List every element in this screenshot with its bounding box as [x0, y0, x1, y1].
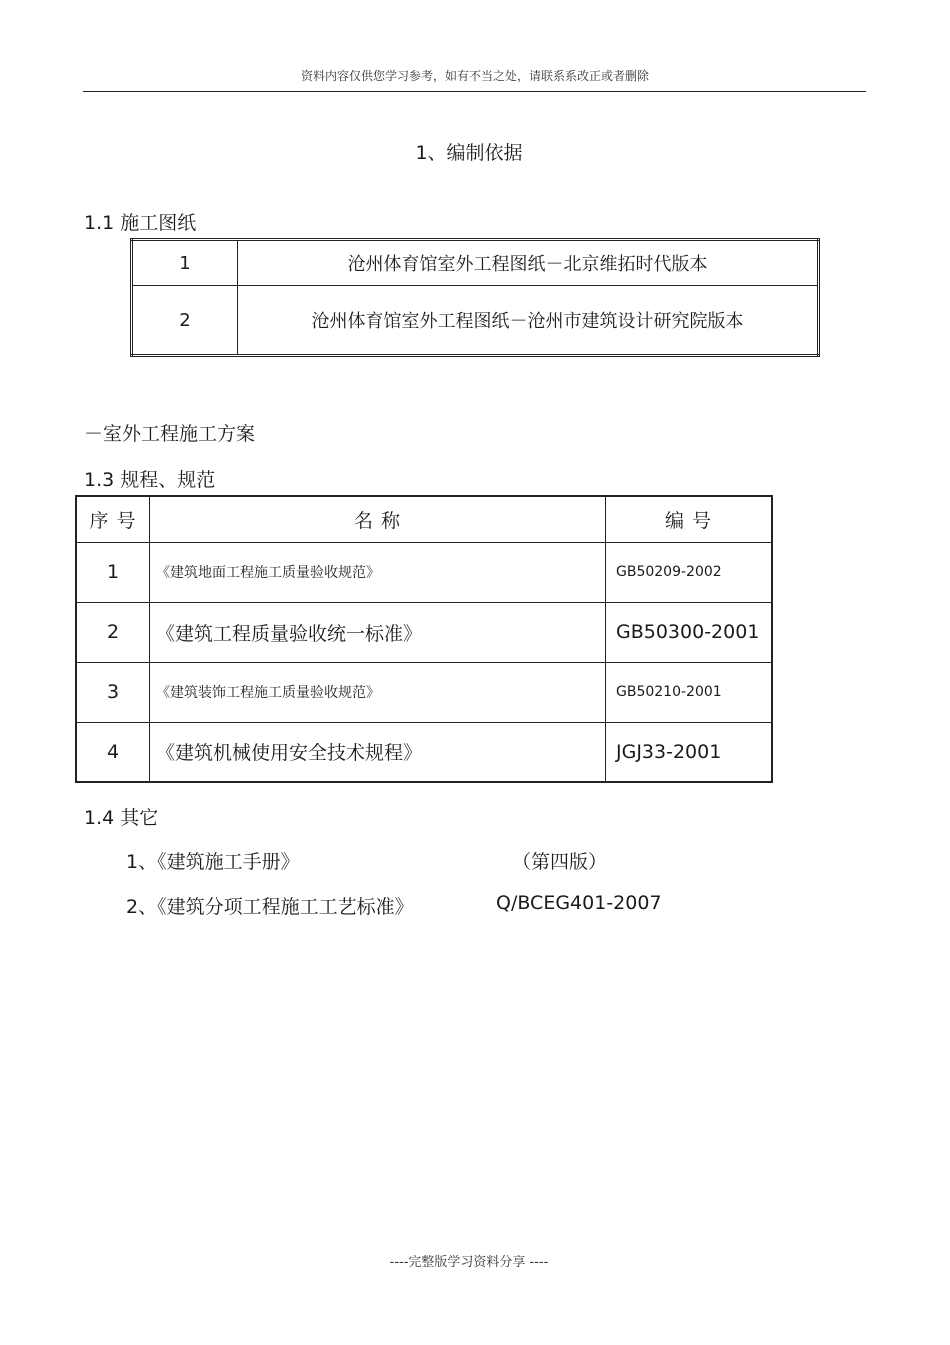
table-header-row — [76, 496, 772, 542]
standard-no: 1 — [76, 542, 150, 602]
footer-note: ----完整版学习资料分享 ---- — [389, 1255, 549, 1270]
table-row — [76, 602, 772, 662]
standard-name: 《建筑装饰工程施工质量验收规范》 — [150, 662, 606, 722]
section-title: 1、编制依据 — [415, 142, 523, 164]
other-item-note: （第四版） — [512, 851, 608, 873]
standard-name: 《建筑机械使用安全技术规程》 — [150, 722, 606, 782]
header-name: 名 称 — [150, 496, 606, 542]
table-row — [76, 542, 772, 602]
header-code: 编 号 — [606, 496, 773, 542]
other-item-name: 1、《建筑施工手册》 — [126, 851, 300, 873]
standard-code: GB50209-2002 — [606, 542, 773, 602]
standard-no: 4 — [76, 722, 150, 782]
standard-code: GB50210-2001 — [606, 662, 773, 722]
section-1-1-heading: 1.1 施工图纸 — [84, 212, 197, 234]
standard-code: GB50300-2001 — [606, 602, 773, 662]
table-row — [132, 240, 819, 286]
plan-line: －室外工程施工方案 — [84, 423, 256, 445]
table-row — [132, 286, 819, 356]
standard-name: 《建筑地面工程施工质量验收规范》 — [150, 542, 606, 602]
other-item-name: 2、《建筑分项工程施工工艺标准》 — [126, 896, 414, 918]
section-1-4-heading: 1.4 其它 — [84, 807, 159, 829]
drawing-name: 沧州体育馆室外工程图纸－沧州市建筑设计研究院版本 — [238, 286, 819, 356]
drawings-table — [130, 238, 820, 357]
standard-code: JGJ33-2001 — [606, 722, 773, 782]
drawing-no: 2 — [132, 286, 238, 356]
header-note: 资料内容仅供您学习参考，如有不当之处，请联系系改正或者删除 — [300, 69, 649, 83]
section-1-3-heading: 1.3 规程、规范 — [84, 469, 216, 491]
header-no: 序 号 — [76, 496, 150, 542]
standard-no: 2 — [76, 602, 150, 662]
table-row — [76, 662, 772, 722]
drawing-name: 沧州体育馆室外工程图纸－北京维拓时代版本 — [238, 240, 819, 286]
standard-no: 3 — [76, 662, 150, 722]
other-item-note: Q/BCEG401-2007 — [496, 892, 662, 914]
standards-table — [75, 495, 773, 783]
drawing-no: 1 — [132, 240, 238, 286]
table-row — [76, 722, 772, 782]
header-rule — [83, 91, 866, 92]
standard-name: 《建筑工程质量验收统一标准》 — [150, 602, 606, 662]
